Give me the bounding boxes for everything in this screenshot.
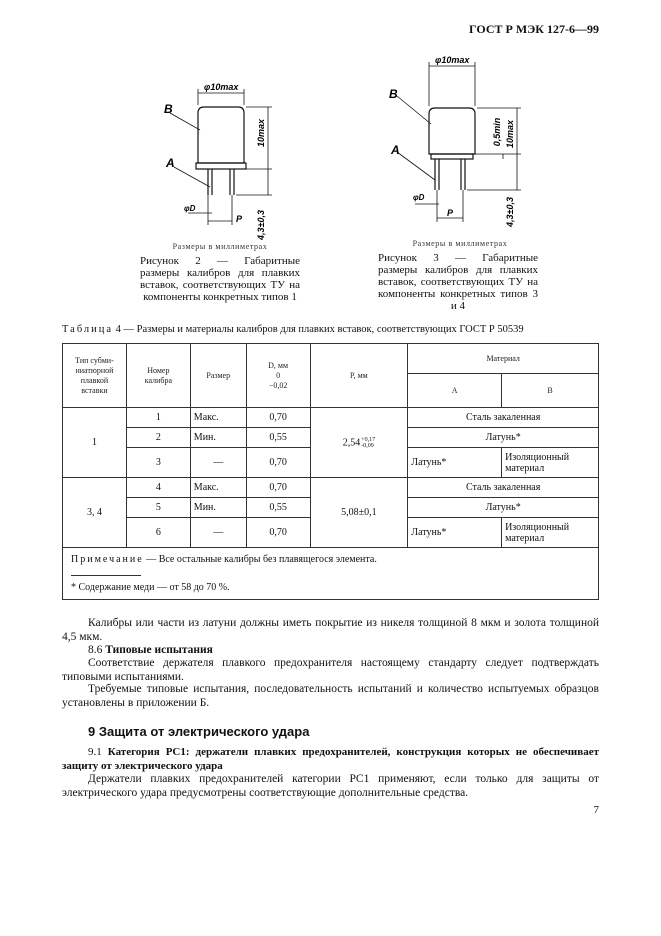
table-notes [63, 548, 599, 600]
calibers-table [62, 343, 599, 600]
material-cell: Сталь закаленная [408, 408, 599, 428]
size-cell: — [190, 518, 246, 548]
material-cell: Сталь закаленная [408, 478, 599, 498]
fig3-caption: Рисунок 3 — Габаритные размеры калибров для плавких вставок, соответствующих ТУ на компоненты конкретных типов 3 и 4 [378, 252, 538, 312]
paragraph-type-tests: Соответствие держателя плавкого предохранителя настоящему стандарту следует подтверждать типовыми испытаниями. [62, 657, 599, 683]
d-cell: 0,70 [246, 408, 310, 428]
table-row [63, 478, 599, 498]
fig3-dim-min: 0,5min [492, 117, 502, 147]
fig2-units: Размеры в миллиметрах [172, 242, 268, 251]
col-header-mat-b: B [502, 374, 599, 408]
col-header-p: P, мм [310, 344, 408, 408]
note-label: Примечание [71, 554, 144, 565]
num-cell: 4 [126, 478, 190, 498]
fig3-label-p: P [447, 208, 454, 218]
fig3-dim-height: 10max [505, 119, 515, 149]
section-title: Типовые испытания [105, 644, 213, 656]
paragraph-pc1: Держатели плавких предохранителей категории PC1 применяют, если только для защиты от электрического удара предусмотрены соответствующие дополнительные средства. [62, 773, 599, 799]
fig2-dim-height: 10max [256, 118, 266, 148]
section-number: 8.6 [88, 644, 103, 656]
fig2-label-a: A [166, 156, 175, 170]
figure-3-drawing [385, 52, 535, 232]
footnote-divider [71, 575, 141, 576]
fig2-caption: Рисунок 2 — Габаритные размеры калибров для плавких вставок, соответствующих ТУ на компоненты конкретных типов 1 [140, 255, 300, 303]
col-header-mat-a: A [408, 374, 502, 408]
col-header-material: Материал [408, 344, 599, 374]
p-value: 2,54 [342, 436, 361, 448]
material-b-cell: Изоляционный материал [502, 518, 599, 548]
material-a-cell: Латунь* [408, 518, 502, 548]
note-text: — Все остальные калибры без плавящегося элемента. [143, 554, 377, 565]
fig3-units: Размеры в миллиметрах [412, 239, 508, 248]
fig3-dim-top: φ10max [435, 55, 470, 65]
material-a-cell: Латунь* [408, 448, 502, 478]
material-cell: Латунь* [408, 498, 599, 518]
section-title: Категория PC1: держатели плавких предохранителей, конструкция которых не обеспечивает защиту от электрического удара [62, 746, 599, 772]
table-caption-text: 4 — Размеры и материалы калибров для плавких вставок, соответствующих ГОСТ Р 50539 [113, 324, 524, 335]
num-cell: 1 [126, 408, 190, 428]
fig2-dim-bottom: 4,3±0,3 [256, 210, 266, 240]
num-cell: 3 [126, 448, 190, 478]
table-footnote: * Содержание меди — от 58 до 70 %. [71, 582, 230, 593]
d-cell: 0,70 [246, 478, 310, 498]
fig3-dim-bottom: 4,3±0,3 [505, 197, 515, 227]
num-cell: 5 [126, 498, 190, 518]
p-cell [310, 408, 408, 478]
section-8-6-heading [62, 643, 599, 657]
paragraph-coating: Калибры или части из латуни должны иметь покрытие из никеля толщиной 8 мкм и золота толщиной 4,5 мкм. [62, 617, 599, 643]
standard-header: ГОСТ Р МЭК 127-6—99 [469, 22, 599, 36]
paragraph-test-sequence: Требуемые типовые испытания, последовательность испытаний и количество испытуемых образцов установлены в приложении Б. [62, 683, 599, 709]
p-cell: 5,08±0,1 [310, 478, 408, 548]
size-cell: Макс. [190, 478, 246, 498]
size-cell: Макс. [190, 408, 246, 428]
fig2-label-d: φD [184, 204, 196, 213]
section-9-1-heading [62, 745, 599, 773]
d-cell: 0,70 [246, 448, 310, 478]
section-number: 9.1 [88, 746, 102, 758]
col-header-d: D, мм 0 −0,02 [246, 344, 310, 408]
col-header-number: Номер калибра [126, 344, 190, 408]
section-9-heading: 9 Защита от электрического удара [88, 724, 310, 739]
page-number: 7 [593, 804, 599, 816]
size-cell: — [190, 448, 246, 478]
size-cell: Мин. [190, 428, 246, 448]
fig3-label-d: φD [413, 193, 425, 202]
table-caption [62, 324, 524, 335]
table-caption-prefix: Таблица [62, 324, 114, 335]
p-tol-upper: +0,17 [361, 436, 376, 443]
d-cell: 0,70 [246, 518, 310, 548]
fig2-label-p: P [236, 214, 243, 224]
fig2-label-b: B [164, 102, 173, 116]
material-b-cell: Изоляционный материал [502, 448, 599, 478]
col-header-size: Размер [190, 344, 246, 408]
size-cell: Мин. [190, 498, 246, 518]
fig2-dim-top: φ10max [204, 82, 239, 92]
d-cell: 0,55 [246, 428, 310, 448]
table-note [71, 554, 590, 565]
fig3-label-b: B [389, 87, 398, 101]
d-cell: 0,55 [246, 498, 310, 518]
num-cell: 6 [126, 518, 190, 548]
num-cell: 2 [126, 428, 190, 448]
type-cell: 3, 4 [63, 478, 127, 548]
fig3-label-a: A [391, 143, 400, 157]
figure-2-drawing [160, 75, 290, 240]
col-header-type: Тип субми- ниатюрной плавкой вставки [63, 344, 127, 408]
material-cell: Латунь* [408, 428, 599, 448]
type-cell: 1 [63, 408, 127, 478]
table-row [63, 408, 599, 428]
p-tol-lower: -0,09 [361, 442, 374, 449]
